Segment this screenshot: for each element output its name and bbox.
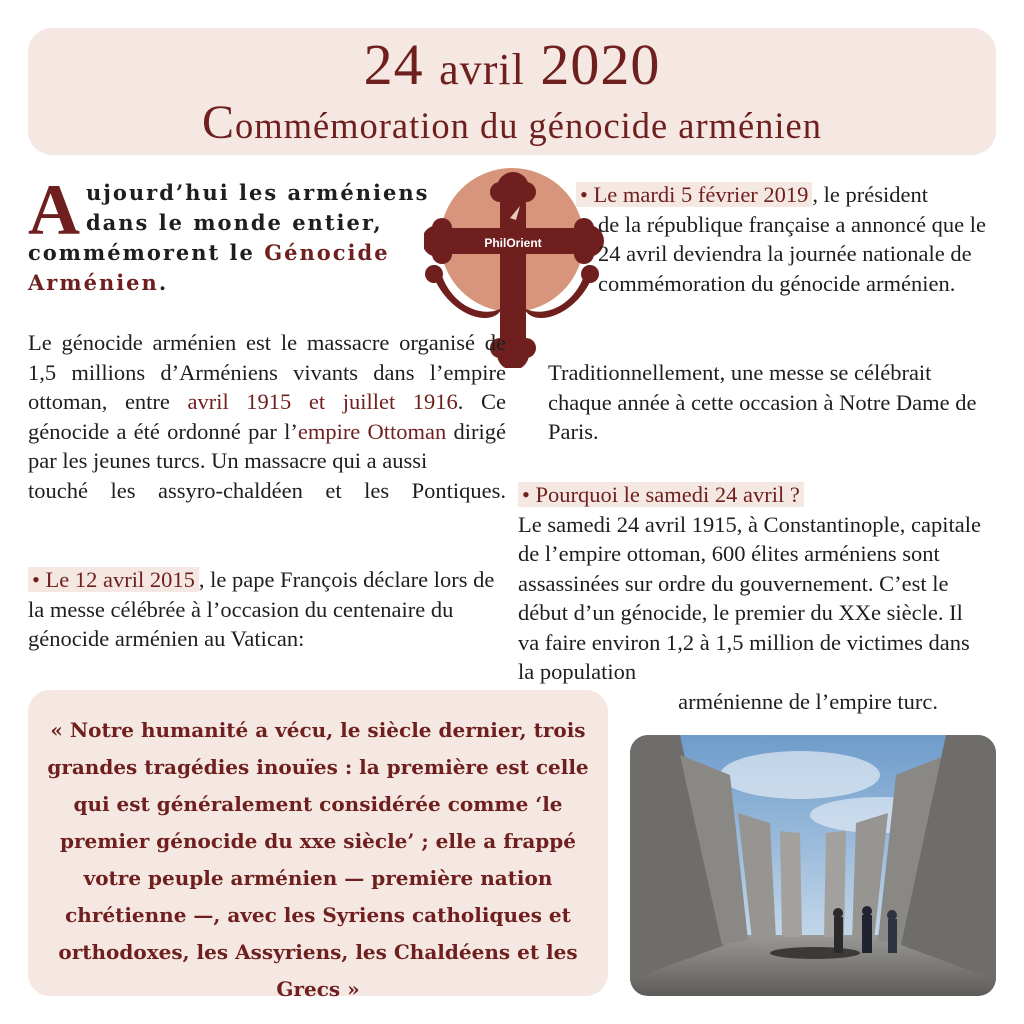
pope-text: , le pape François déclare lors de la messe célébrée à l’occasion du centenaire du génocide arménien au Vatican: (28, 567, 495, 651)
para1-text-b: . Ce génocide a été ordonné par l’ (28, 389, 506, 444)
para1-dates: avril 1915 et juillet 1916 (187, 389, 458, 414)
genocide-description (28, 328, 506, 505)
logo-label: PhilOrient (484, 236, 542, 250)
president-text-b: de la république française a annoncé que le 24 avril deviendra la journée nationale de commémoration du génocide arménien. (598, 211, 986, 296)
pope-quote: « Notre humanité a vécu, le siècle dernier, trois grandes tragédies inouïes : la première est celle qui est généralement considérée comme ‘le premier génocide du xxe siècle’ ; elle a frappé votre peuple arménien — première nation chrétienne —, avec les Syriens catholiques et orthodoxes, les Assyriens, les Chaldéens et les Grecs » (47, 718, 589, 1001)
president-date-highlight: • Le mardi 5 février 2019 (576, 182, 812, 207)
header-date (28, 32, 996, 103)
why-text-last: arménienne de l’empire turc. (678, 688, 938, 714)
para1-empire: empire Ottoman (297, 418, 447, 444)
date-day: 24 (363, 32, 424, 97)
lead-text-b: . (158, 270, 169, 295)
date-year: 2020 (540, 32, 661, 97)
lead-highlight: Génocide Arménien (28, 240, 390, 295)
president-text-a: , le président (812, 182, 929, 207)
title-rest: ommémoration du génocide arménien (235, 105, 822, 146)
date-month: avril (439, 45, 525, 94)
why-text: Le samedi 24 avril 1915, à Constantinople, capitale de l’empire ottoman, 600 élites arméniens sont assassinées sur ordre du gouvernement. C’est le début d’un génocide, le premier du XXe siècle. Il va faire environ 1,2 à 1,5 million de victimes dans la population (518, 511, 981, 684)
why-paragraph (518, 480, 988, 716)
mass-text: Traditionnellement, une messe se célébrait chaque année à cette occasion à Notre Dame de Paris. (548, 360, 977, 444)
lead-text-a: ujourd’hui les arméniens dans le monde entier, commémorent le (28, 180, 430, 265)
pope-paragraph (28, 565, 514, 654)
pope-quote-box (28, 690, 608, 1001)
why-heading: • Pourquoi le samedi 24 avril ? (518, 482, 804, 507)
header-banner (28, 28, 996, 155)
para1-text-d: touché les assyro-chaldéen et les Pontiques. (28, 477, 506, 503)
drop-cap: A (28, 170, 80, 250)
memorial-image (630, 735, 996, 996)
para1-text-c: dirigé par les jeunes turcs. Un massacre qui a aussi (28, 418, 507, 473)
president-paragraph (576, 180, 996, 298)
title-initial: C (202, 96, 236, 149)
pope-date-highlight: • Le 12 avril 2015 (28, 567, 199, 592)
memorial-photo (630, 735, 996, 996)
lead-paragraph (28, 170, 443, 298)
header-title (28, 94, 996, 155)
para1-text-a: Le génocide arménien est le massacre organisé de 1,5 millions d’Arméniens vivants dans l’empire ottoman, entre (28, 330, 506, 414)
mass-paragraph (518, 358, 988, 447)
